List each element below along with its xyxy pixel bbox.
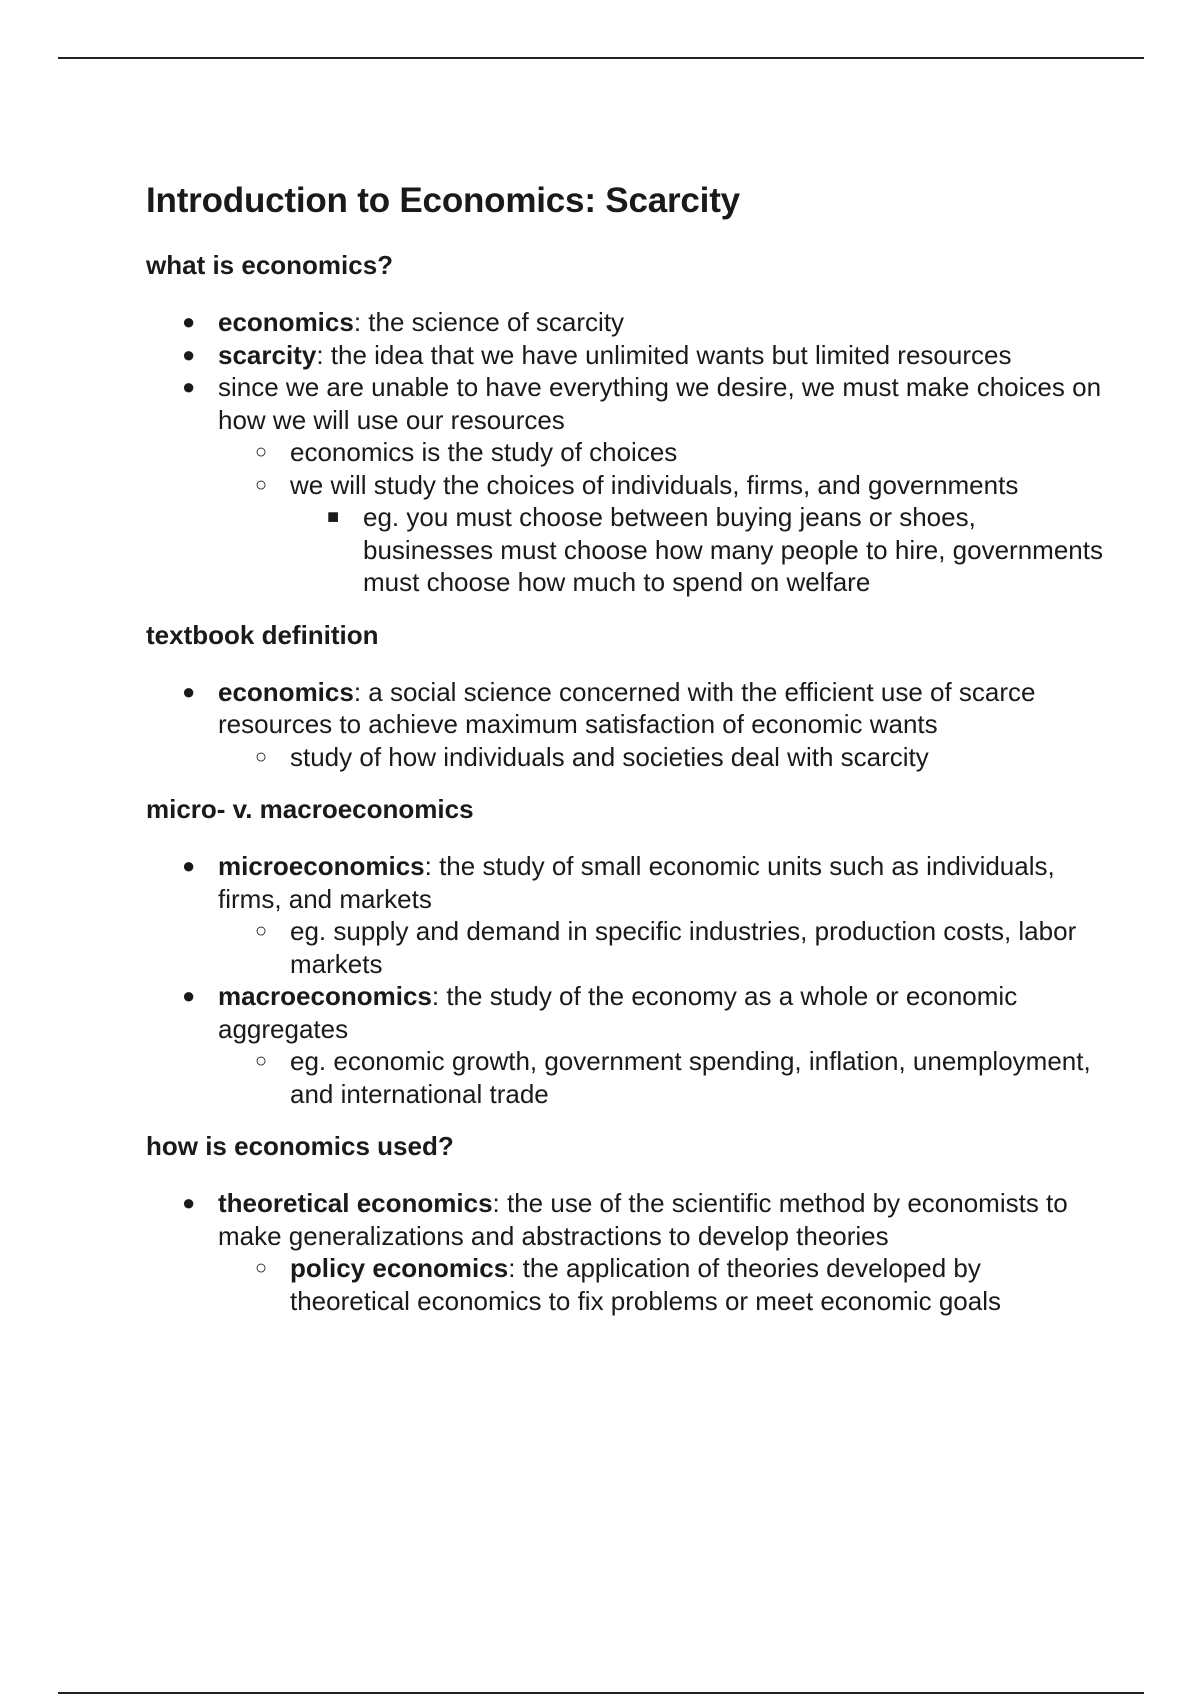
- list-item: [146, 501, 1106, 599]
- bullet-icon: ●: [182, 1190, 196, 1215]
- list-item: [146, 436, 1106, 469]
- definition: : a social science concerned with the efficient use of scarce resources to achieve maximum satisfaction of economic wants: [218, 676, 1036, 739]
- item-text: eg. economic growth, government spending, inflation, unemployment, and international trade: [290, 1046, 1091, 1109]
- list-item: [146, 339, 1106, 372]
- circle-bullet-icon: ○: [255, 1257, 268, 1279]
- term: economics: [218, 307, 354, 337]
- definition: : the idea that we have unlimited wants but limited resources: [316, 339, 1012, 370]
- list-item: [146, 371, 1106, 436]
- item-text: study of how individuals and societies deal with scarcity: [290, 741, 929, 772]
- bottom-rule: [58, 1692, 1144, 1694]
- list-what-is-economics: [146, 306, 1106, 599]
- definition: : the science of scarcity: [353, 307, 625, 337]
- list-textbook-definition: [146, 676, 1106, 774]
- definition: : the study of small economic units such as individuals, firms, and markets: [218, 851, 1055, 914]
- section-heading-what-is-economics: what is economics?: [146, 250, 394, 280]
- list-item: [146, 469, 1106, 502]
- circle-bullet-icon: ○: [255, 441, 268, 463]
- list-item: [146, 306, 1106, 339]
- term: microeconomics: [218, 851, 425, 881]
- bullet-icon: ●: [182, 341, 196, 367]
- list-item: [146, 915, 1106, 980]
- circle-bullet-icon: ○: [255, 473, 268, 496]
- bullet-icon: ●: [182, 853, 196, 878]
- bullet-icon: ●: [182, 374, 196, 399]
- list-how-is-economics-used: [146, 1187, 1106, 1317]
- item-text: we will study the choices of individuals, firms, and governments: [290, 469, 1019, 500]
- item-text: eg. you must choose between buying jeans or shoes, businesses must choose how many people to hire, governments must choose how much to spend on welfare: [363, 502, 1103, 597]
- term: macroeconomics: [218, 981, 432, 1011]
- list-item: [146, 676, 1106, 741]
- bullet-icon: ●: [182, 983, 196, 1008]
- item-text: eg. supply and demand in specific industries, production costs, labor markets: [290, 916, 1077, 979]
- list-item: [146, 1187, 1106, 1252]
- section-heading-how-is-economics-used: how is economics used?: [146, 1131, 454, 1161]
- section-heading-micro-macro: micro- v. macroeconomics: [146, 794, 474, 824]
- circle-bullet-icon: ○: [255, 920, 268, 942]
- document-title: Introduction to Economics: Scarcity: [146, 181, 740, 220]
- document-page: [146, 176, 1106, 1317]
- list-item: [146, 741, 1106, 774]
- bullet-icon: ●: [182, 309, 196, 334]
- term: theoretical economics: [218, 1188, 493, 1218]
- list-item: [146, 1252, 1106, 1317]
- list-item: [146, 850, 1106, 915]
- square-bullet-icon: ■: [327, 506, 340, 528]
- circle-bullet-icon: ○: [255, 1050, 268, 1072]
- top-rule: [58, 57, 1144, 59]
- term: scarcity: [218, 339, 317, 370]
- circle-bullet-icon: ○: [255, 745, 268, 768]
- definition: : the application of theories developed by theoretical economics to fix problems or meet economic goals: [290, 1253, 1001, 1316]
- section-heading-textbook-definition: textbook definition: [146, 619, 379, 650]
- term: economics: [218, 676, 354, 707]
- item-text: since we are unable to have everything we desire, we must make choices on how we will use our resources: [218, 372, 1102, 435]
- item-text: economics is the study of choices: [290, 437, 678, 467]
- bullet-icon: ●: [182, 678, 196, 704]
- list-micro-macro: [146, 850, 1106, 1110]
- term: policy economics: [290, 1253, 509, 1283]
- definition: : the use of the scientific method by economists to make generalizations and abstractions to develop theories: [218, 1188, 1068, 1251]
- definition: : the study of the economy as a whole or economic aggregates: [218, 981, 1018, 1044]
- list-item: [146, 1045, 1106, 1110]
- list-item: [146, 980, 1106, 1045]
